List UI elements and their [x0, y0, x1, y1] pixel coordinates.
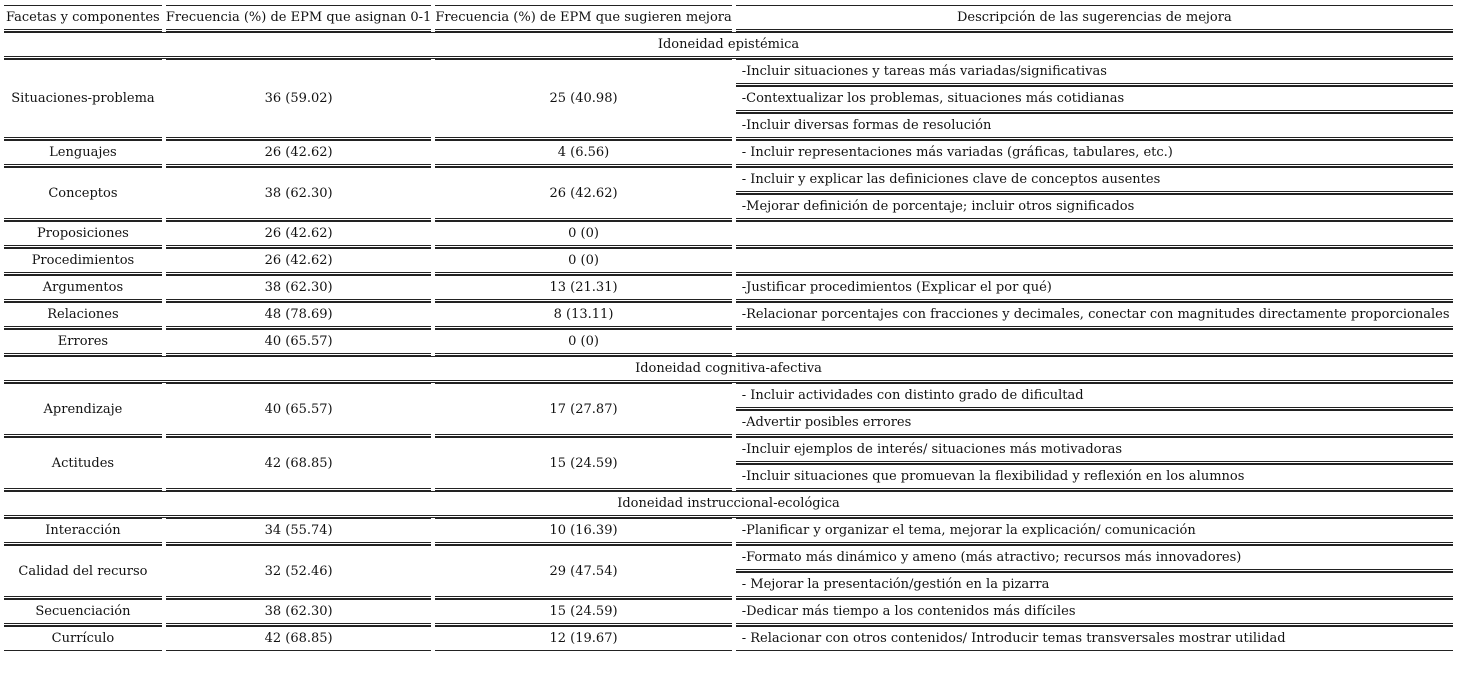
freq-0-1-cell: 40 (65.57) — [166, 329, 431, 356]
freq-mejora-cell: 29 (47.54) — [435, 545, 731, 599]
table-row — [4, 329, 1453, 356]
suggestion-cell: - Mejorar la presentación/gestión en la pizarra — [736, 572, 1453, 599]
freq-mejora-cell: 13 (21.31) — [435, 275, 731, 302]
freq-0-1-cell: 38 (62.30) — [166, 599, 431, 626]
table-row — [4, 275, 1453, 302]
table-body — [4, 32, 1453, 651]
suggestion-cell: - Incluir y explicar las definiciones clave de conceptos ausentes — [736, 167, 1453, 194]
suggestion-cell: -Incluir ejemplos de interés/ situaciones más motivadoras — [736, 437, 1453, 464]
freq-0-1-cell: 42 (68.85) — [166, 626, 431, 651]
freq-0-1-cell: 26 (42.62) — [166, 248, 431, 275]
facet-cell: Interacción — [4, 518, 162, 545]
freq-mejora-cell: 17 (27.87) — [435, 383, 731, 437]
freq-0-1-cell: 38 (62.30) — [166, 275, 431, 302]
suggestion-cell — [736, 221, 1453, 248]
freq-mejora-cell: 25 (40.98) — [435, 59, 731, 140]
freq-mejora-cell: 0 (0) — [435, 248, 731, 275]
facet-cell: Aprendizaje — [4, 383, 162, 437]
suggestion-cell: -Dedicar más tiempo a los contenidos más difíciles — [736, 599, 1453, 626]
facet-cell: Argumentos — [4, 275, 162, 302]
freq-mejora-cell: 15 (24.59) — [435, 599, 731, 626]
table-row — [4, 626, 1453, 651]
freq-0-1-cell: 26 (42.62) — [166, 140, 431, 167]
freq-mejora-cell: 12 (19.67) — [435, 626, 731, 651]
table-row — [4, 140, 1453, 167]
suggestion-cell: -Planificar y organizar el tema, mejorar la explicación/ comunicación — [736, 518, 1453, 545]
freq-mejora-cell: 4 (6.56) — [435, 140, 731, 167]
freq-0-1-cell: 34 (55.74) — [166, 518, 431, 545]
facet-cell: Calidad del recurso — [4, 545, 162, 599]
header-facet: Facetas y componentes — [4, 5, 162, 32]
freq-mejora-cell: 26 (42.62) — [435, 167, 731, 221]
section-row — [4, 356, 1453, 383]
facet-cell: Proposiciones — [4, 221, 162, 248]
suggestion-cell: - Incluir actividades con distinto grado de dificultad — [736, 383, 1453, 410]
freq-0-1-cell: 36 (59.02) — [166, 59, 431, 140]
table-row — [4, 437, 1453, 464]
header-row — [4, 5, 1453, 32]
table-row — [4, 545, 1453, 572]
freq-mejora-cell: 0 (0) — [435, 221, 731, 248]
section-row — [4, 491, 1453, 518]
suggestion-cell: -Mejorar definición de porcentaje; incluir otros significados — [736, 194, 1453, 221]
facet-cell: Conceptos — [4, 167, 162, 221]
facet-cell: Errores — [4, 329, 162, 356]
suggestion-cell — [736, 329, 1453, 356]
header-description: Descripción de las sugerencias de mejora — [736, 5, 1453, 32]
facet-cell: Actitudes — [4, 437, 162, 491]
freq-0-1-cell: 40 (65.57) — [166, 383, 431, 437]
facet-cell: Lenguajes — [4, 140, 162, 167]
freq-0-1-cell: 32 (52.46) — [166, 545, 431, 599]
section-title: Idoneidad epistémica — [4, 32, 1453, 59]
suggestion-cell: -Relacionar porcentajes con fracciones y decimales, conectar con magnitudes directamente proporcionales — [736, 302, 1453, 329]
table-row — [4, 59, 1453, 86]
facet-cell: Relaciones — [4, 302, 162, 329]
suggestion-cell: -Incluir situaciones que promuevan la flexibilidad y reflexión en los alumnos — [736, 464, 1453, 491]
facet-cell: Currículo — [4, 626, 162, 651]
table-row — [4, 599, 1453, 626]
suggestion-cell: - Relacionar con otros contenidos/ Introducir temas transversales mostrar utilidad — [736, 626, 1453, 651]
suggestion-cell: - Incluir representaciones más variadas (gráficas, tabulares, etc.) — [736, 140, 1453, 167]
suggestion-cell: -Incluir diversas formas de resolución — [736, 113, 1453, 140]
suggestion-cell — [736, 248, 1453, 275]
suggestion-cell: -Incluir situaciones y tareas más variadas/significativas — [736, 59, 1453, 86]
freq-mejora-cell: 10 (16.39) — [435, 518, 731, 545]
section-title: Idoneidad instruccional-ecológica — [4, 491, 1453, 518]
suggestion-cell: -Justificar procedimientos (Explicar el por qué) — [736, 275, 1453, 302]
section-title: Idoneidad cognitiva-afectiva — [4, 356, 1453, 383]
table-row — [4, 383, 1453, 410]
table-row — [4, 167, 1453, 194]
facet-cell: Situaciones-problema — [4, 59, 162, 140]
header-freq-0-1: Frecuencia (%) de EPM que asignan 0-1 — [166, 5, 431, 32]
table-row — [4, 518, 1453, 545]
facet-cell: Procedimientos — [4, 248, 162, 275]
header-freq-mejora: Frecuencia (%) de EPM que sugieren mejora — [435, 5, 731, 32]
freq-0-1-cell: 26 (42.62) — [166, 221, 431, 248]
suggestion-cell: -Formato más dinámico y ameno (más atractivo; recursos más innovadores) — [736, 545, 1453, 572]
facet-cell: Secuenciación — [4, 599, 162, 626]
table-row — [4, 302, 1453, 329]
section-row — [4, 32, 1453, 59]
freq-0-1-cell: 38 (62.30) — [166, 167, 431, 221]
table-row — [4, 248, 1453, 275]
suggestion-cell: -Advertir posibles errores — [736, 410, 1453, 437]
freq-mejora-cell: 15 (24.59) — [435, 437, 731, 491]
freq-mejora-cell: 8 (13.11) — [435, 302, 731, 329]
freq-0-1-cell: 42 (68.85) — [166, 437, 431, 491]
suitability-table — [0, 5, 1457, 651]
table-row — [4, 221, 1453, 248]
freq-0-1-cell: 48 (78.69) — [166, 302, 431, 329]
suggestion-cell: -Contextualizar los problemas, situaciones más cotidianas — [736, 86, 1453, 113]
freq-mejora-cell: 0 (0) — [435, 329, 731, 356]
